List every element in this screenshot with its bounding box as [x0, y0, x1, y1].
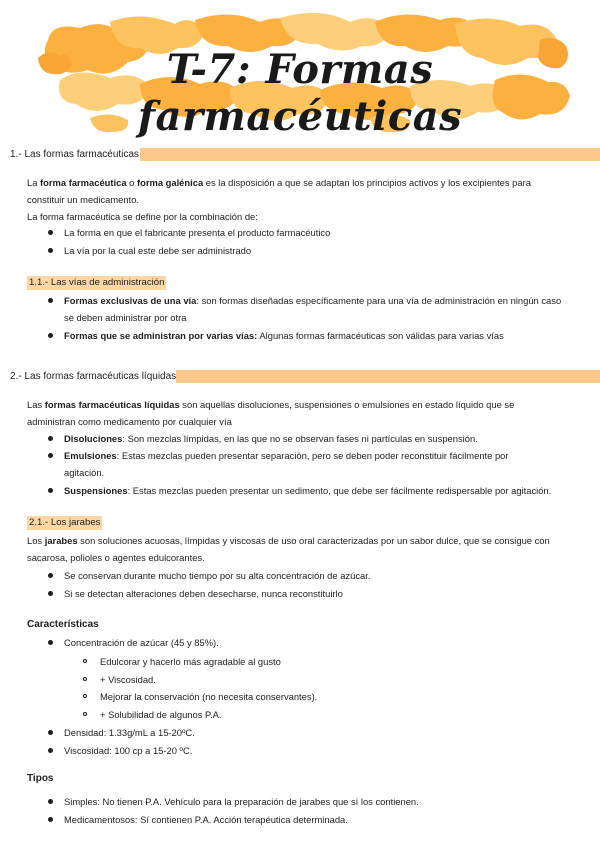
s2-bullet-emulsiones-cont: agitación.: [64, 467, 105, 478]
section-1-1-heading: 1.1.- Las vías de administración: [29, 277, 165, 288]
s1-bullet-2: La vía por la cual este debe ser administrado: [64, 245, 252, 256]
bullet-icon: [48, 640, 53, 645]
sub-bullet-icon: [83, 677, 87, 681]
s1-paragraph-2: La forma farmacéutica se define por la combinación de:: [27, 211, 258, 222]
s11-bullet-1: Formas exclusivas de una vía: son formas diseñadas específicamente para una vía de administración en ningún caso: [64, 295, 562, 306]
s1-paragraph-1: La forma farmacéutica o forma galénica es la disposición a que se adaptan los principios activos y los excipientes para: [27, 177, 531, 188]
s1-bullet-1: La forma en que el fabricante presenta el producto farmacéutico: [64, 227, 331, 238]
section-2-heading-bar: [0, 370, 600, 383]
caract-sub-4: + Solubilidad de algunos P.A.: [100, 709, 222, 720]
section-2-heading: 2.- Las formas farmacéuticas líquidas: [10, 371, 177, 382]
bullet-icon: [48, 730, 53, 735]
bullet-icon: [48, 817, 53, 822]
s21-bullet-2: Si se detectan alteraciones deben desecharse, nunca reconstituirlo: [64, 588, 343, 599]
tipos-heading: Tipos: [27, 773, 54, 784]
s2-paragraph-cont: administran como medicamento por cualquier vía: [27, 416, 232, 427]
bullet-icon: [48, 230, 53, 235]
bullet-icon: [48, 748, 53, 753]
caract-sub-2: + Viscosidad.: [100, 674, 156, 685]
caract-sub-1: Edulcorar y hacerlo más agradable al gusto: [100, 656, 281, 667]
bullet-icon: [48, 333, 53, 338]
s2-bullet-emulsiones: Emulsiones: Estas mezclas pueden presentar separación, pero se deben poder reconstituir fácilmente por: [64, 450, 509, 461]
caract-concentracion: Concentración de azúcar (45 y 85%).: [64, 637, 219, 648]
s11-bullet-1-cont: se deben administrar por otra: [64, 312, 187, 323]
s1-paragraph-1-cont: constituir un medicamento.: [27, 194, 140, 205]
caract-sub-3: Mejorar la conservación (no necesita conservantes).: [100, 691, 318, 702]
s21-paragraph: Los jarabes son soluciones acuosas, límpidas y viscosas de uso oral caracterizadas por un sabor dulce, que se consigue con: [27, 535, 550, 546]
bullet-icon: [48, 453, 53, 458]
caracteristicas-heading: Características: [27, 619, 99, 630]
bullet-icon: [48, 248, 53, 253]
page-title: T-7: Formas farmacéuticas: [137, 46, 463, 140]
section-1-heading: 1.- Las formas farmacéuticas: [10, 149, 139, 160]
s2-bullet-suspensiones: Suspensiones: Estas mezclas pueden presentar un sedimento, que debe ser fácilmente redispersable por agitación.: [64, 485, 552, 496]
bullet-icon: [48, 591, 53, 596]
tipos-simples: Simples: No tienen P.A. Vehículo para la preparación de jarabes que sí los contienen.: [64, 796, 419, 807]
bullet-icon: [48, 436, 53, 441]
s2-paragraph: Las formas farmacéuticas líquidas son aquellas disoluciones, suspensiones o emulsiones en estado líquido que se: [27, 399, 515, 410]
sub-bullet-icon: [83, 694, 87, 698]
s21-paragraph-cont: sacarosa, polioles o agentes edulcorantes.: [27, 552, 205, 563]
section-2-1-heading: 2.1.- Los jarabes: [29, 517, 101, 528]
bullet-icon: [48, 298, 53, 303]
section-1-heading-bar: [0, 148, 600, 161]
s21-bullet-1: Se conservan durante mucho tiempo por su alta concentración de azúcar.: [64, 570, 371, 581]
bullet-icon: [48, 799, 53, 804]
caract-viscosidad: Viscosidad: 100 cp a 15-20 ºC.: [64, 745, 193, 756]
sub-bullet-icon: [83, 659, 87, 663]
bullet-icon: [48, 488, 53, 493]
caract-densidad: Densidad: 1.33g/mL a 15-20ºC.: [64, 727, 195, 738]
s2-bullet-disoluciones: Disoluciones: Son mezclas límpidas, en las que no se observan fases ni partículas en suspensión.: [64, 433, 478, 444]
sub-bullet-icon: [83, 712, 87, 716]
s11-bullet-2: Formas que se administran por varias vías: Algunas formas farmacéuticas son válidas para varias vías: [64, 330, 504, 341]
tipos-medicamentosos: Medicamentosos: Sí contienen P.A. Acción terapéutica determinada.: [64, 814, 348, 825]
bullet-icon: [48, 573, 53, 578]
